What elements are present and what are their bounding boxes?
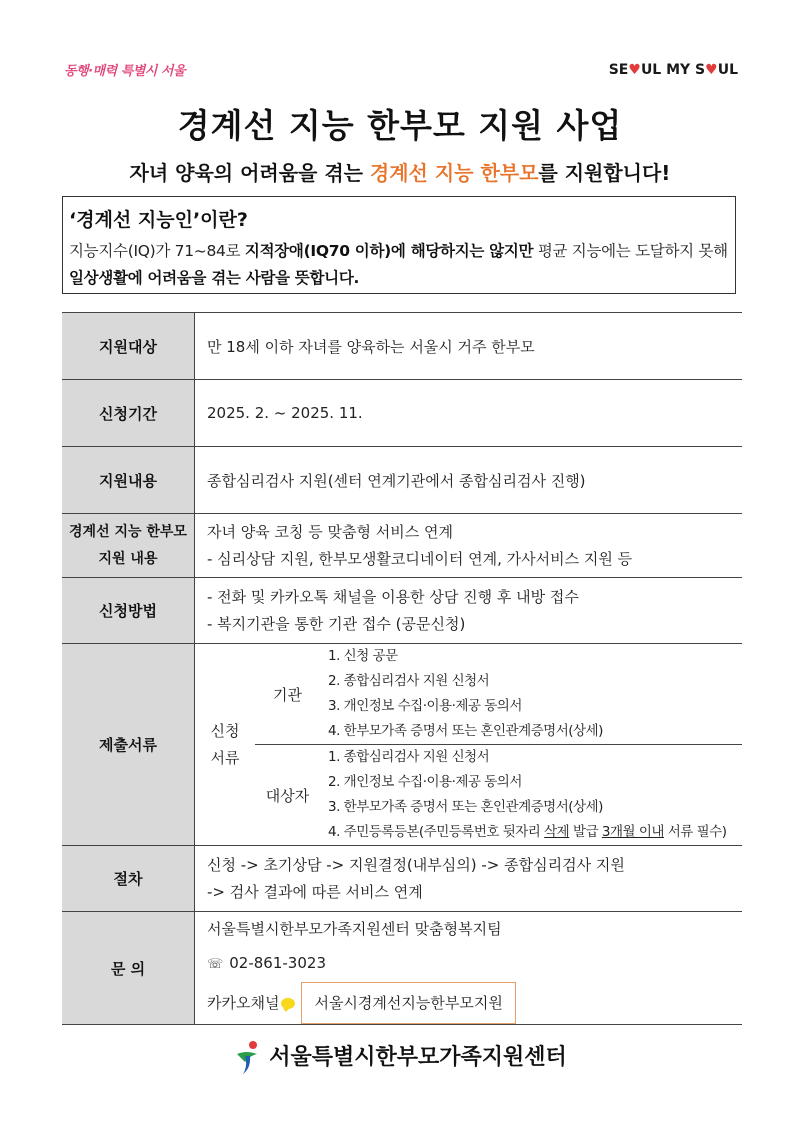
value-procedure	[195, 846, 743, 912]
item4-e: 서류 필수)	[663, 824, 727, 840]
kakao-label: 카카오채널	[207, 994, 280, 1012]
method-line1: - 전화 및 카카오톡 채널을 이용한 상담 진행 후 내방 접수	[207, 587, 579, 606]
value-target: 만 18세 이하 자녀를 양육하는 서울시 거주 한부모	[195, 313, 743, 380]
row-content	[62, 447, 742, 514]
documents-cell	[195, 644, 743, 846]
contact-org: 서울특별시한부모가족지원센터 맞춤형복지팀	[207, 920, 502, 938]
row-method	[62, 578, 742, 644]
subtitle-highlight: 경계선 지능 한부모	[369, 161, 539, 185]
list-item: 2. 개인정보 수집·이용·제공 동의서	[328, 774, 522, 790]
label-period: 신청기간	[62, 380, 195, 447]
docs-applicant-label: 대상자	[265, 786, 310, 805]
row-documents	[62, 644, 742, 846]
contact-kakao-row	[207, 982, 742, 1024]
label-parent-support-line1: 경계선 지능 한부모	[69, 523, 187, 540]
kakao-talk-icon	[281, 998, 295, 1009]
definition-title: ‘경계선 지능인’이란?	[69, 209, 248, 231]
list-item: 4. 한부모가족 증명서 또는 혼인관계증명서(상세)	[328, 723, 603, 739]
documents-subtable	[195, 644, 742, 845]
heart-icon: ♥	[628, 62, 641, 78]
kakao-channel-name: 서울시경계선지능한부모지원	[301, 982, 515, 1024]
value-contact	[195, 912, 743, 1025]
parent-support-line1: 자녀 양육 코칭 등 맞춤형 서비스 연계	[207, 522, 453, 541]
contact-phone: 02-861-3023	[229, 954, 326, 972]
item4-b: 삭제	[544, 824, 570, 840]
list-item: 1. 신청 공문	[328, 648, 398, 664]
heart-icon: ♥	[705, 62, 718, 78]
def-part2: 평균 지능에는 도달하지 못해	[533, 242, 728, 260]
label-parent-support-line2: 지원 내용	[98, 550, 158, 567]
def-part1: 지능지수(IQ)가 71~84로	[69, 242, 245, 260]
row-procedure	[62, 846, 742, 912]
label-contact: 문 의	[62, 912, 195, 1025]
list-item	[320, 820, 742, 845]
item4-d: 3개월 이내	[601, 824, 664, 840]
list-item: 3. 한부모가족 증명서 또는 혼인관계증명서(상세)	[328, 799, 603, 815]
def-bold1: 지적장애(IQ70 이하)에 해당하지는 않지만	[244, 242, 534, 260]
docs-agency-label: 기관	[255, 644, 320, 745]
method-line2: - 복지기관을 통한 기관 접수 (공문신청)	[207, 614, 466, 633]
footer-text: 서울특별시한부모가족지원센터	[269, 1045, 567, 1070]
contact-phone-row	[207, 946, 742, 982]
seoul-slogan-logo: 동행·매력 특별시 서울	[64, 64, 186, 79]
row-contact	[62, 912, 742, 1025]
value-period: 2025. 2. ~ 2025. 11.	[195, 380, 743, 447]
label-parent-support	[62, 514, 195, 578]
definition-box	[62, 196, 736, 294]
list-item: 3. 개인정보 수집·이용·제공 동의서	[328, 698, 522, 714]
label-documents: 제출서류	[62, 644, 195, 846]
docs-group-label	[195, 644, 255, 845]
info-table	[62, 312, 742, 1025]
phone-icon: ☏	[207, 957, 224, 972]
label-procedure: 절차	[62, 846, 195, 912]
docs-applicant-list	[320, 745, 742, 846]
value-content: 종합심리검사 지원(센터 연계기관에서 종합심리검사 진행)	[195, 447, 743, 514]
list-item: 1. 종합심리검사 지원 신청서	[328, 749, 490, 765]
label-content: 지원내용	[62, 447, 195, 514]
label-method: 신청방법	[62, 578, 195, 644]
value-method	[195, 578, 743, 644]
center-logo-icon	[233, 1040, 263, 1076]
item4-a: 4. 주민등록등본(주민등록번호 뒷자리	[328, 824, 545, 840]
seoul-my-soul-logo	[609, 62, 738, 78]
docs-group-line2: 서류	[210, 748, 240, 767]
docs-agency-list	[320, 644, 742, 745]
def-bold2: 일상생활에 어려움을 겪는 사람을 뜻합니다.	[69, 269, 360, 287]
item4-c: 발급	[569, 824, 602, 840]
footer-org	[0, 1040, 800, 1076]
row-target	[62, 313, 742, 380]
list-item: 2. 종합심리검사 지원 신청서	[328, 673, 490, 689]
procedure-line1: 신청 -> 초기상담 -> 지원결정(내부심의) -> 종합심리검사 지원	[207, 855, 625, 874]
logo-text-c: UL	[717, 62, 738, 78]
parent-support-line2: - 심리상담 지원, 한부모생활코디네이터 연계, 가사서비스 지원 등	[207, 549, 633, 568]
subtitle-prefix: 자녀 양육의 어려움을 겪는	[129, 161, 370, 185]
row-period	[62, 380, 742, 447]
procedure-line2: -> 검사 결과에 따른 서비스 연계	[207, 882, 423, 901]
row-parent-support	[62, 514, 742, 578]
logo-text-a: SE	[608, 62, 629, 78]
value-parent-support	[195, 514, 743, 578]
docs-group-line1: 신청	[210, 721, 240, 740]
logo-text-b: UL MY S	[640, 62, 706, 78]
page-subtitle	[0, 157, 800, 186]
subtitle-suffix: 를 지원합니다!	[538, 161, 671, 185]
page-title: 경계선 지능 한부모 지원 사업	[177, 106, 623, 145]
definition-body	[69, 238, 729, 292]
label-target: 지원대상	[62, 313, 195, 380]
